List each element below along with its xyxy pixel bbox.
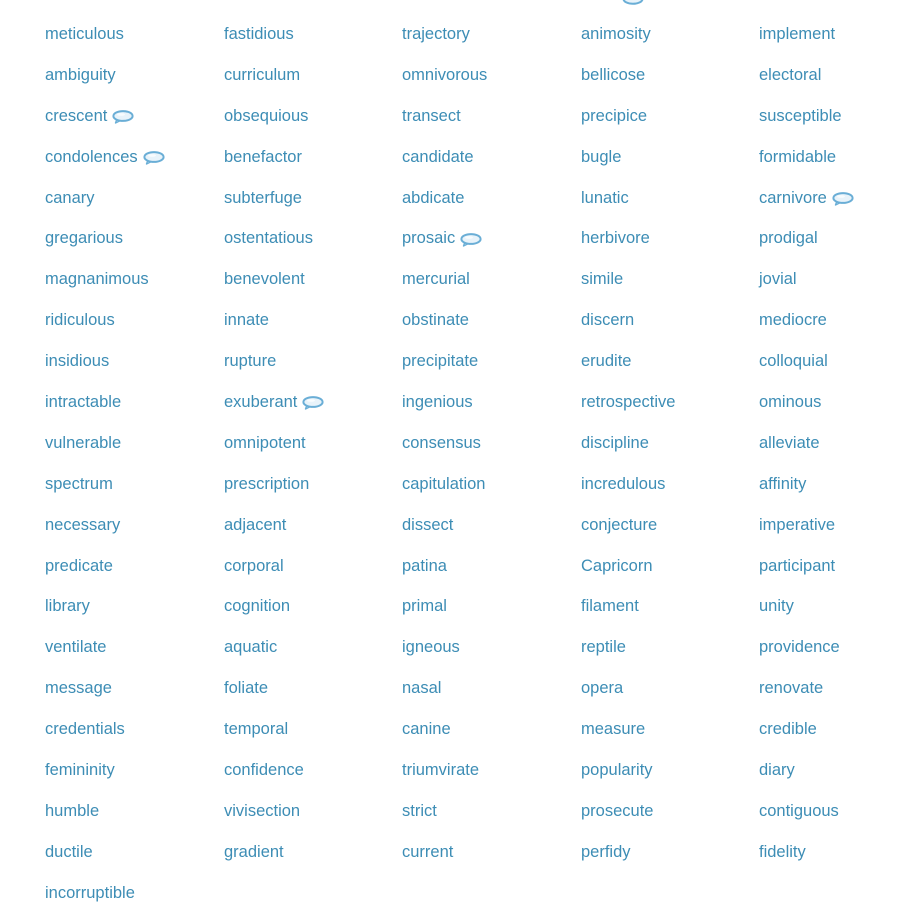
word-label: electoral [759,65,822,84]
word-label: unity [759,597,794,616]
word-link-benevolent[interactable] [224,259,402,300]
word-label: predicate [45,556,113,575]
word-label: susceptible [759,106,842,125]
word-link-temporal[interactable] [224,709,402,750]
word-label: humble [45,801,100,820]
word-link-ventilate[interactable] [45,627,224,668]
word-label: erudite [581,352,632,371]
word-label: ductile [45,842,93,861]
word-label: nasal [402,679,442,698]
word-label: participant [759,556,836,575]
word-label: lunatic [581,188,629,207]
word-label: aquatic [224,638,278,657]
word-label: femininity [45,760,115,779]
word-link-incorruptible[interactable] [45,873,224,914]
word-link-bugle[interactable] [581,137,759,178]
word-label: message [45,679,112,698]
word-link-cognition[interactable] [224,586,402,627]
word-label: innate [224,311,269,330]
word-label: jovial [759,270,797,289]
word-link-intractable[interactable] [45,382,224,423]
word-link-alleviate[interactable] [759,423,909,464]
word-label: precipitate [402,352,479,371]
word-label: credible [759,720,817,739]
word-link-humble[interactable] [45,791,224,832]
word-label: vivisection [224,801,301,820]
word-label: gregarious [45,229,123,248]
word-label: crescent [45,106,108,125]
word-label: subterfuge [224,188,302,207]
word-label: trajectory [402,24,470,43]
word-label: triumvirate [402,760,480,779]
word-label: perfidy [581,842,631,861]
word-link-diary[interactable] [759,750,909,791]
speech-bubble-icon[interactable] [460,233,482,246]
word-link-filament[interactable] [581,586,759,627]
word-link-meticulous[interactable] [45,14,224,55]
word-label: patina [402,556,447,575]
word-link-popularity[interactable] [581,750,759,791]
word-link-ominous[interactable] [759,382,909,423]
word-label: incredulous [581,474,666,493]
word-link-necessary[interactable] [45,505,224,546]
word-label: primal [402,597,447,616]
word-label: popularity [581,760,653,779]
word-link-candidate[interactable] [402,137,581,178]
word-link-implement[interactable] [759,14,909,55]
word-label: incorruptible [45,883,135,902]
word-label: colloquial [759,352,828,371]
word-link-magnanimous[interactable] [45,259,224,300]
word-label: exuberant [224,392,298,411]
word-link-discern[interactable] [581,300,759,341]
word-label: confidence [224,760,304,779]
word-link-herbivore[interactable] [581,218,759,259]
word-label: cognition [224,597,291,616]
word-link-perfidy[interactable] [581,832,759,873]
word-link-unity[interactable] [759,586,909,627]
word-link-colloquial[interactable] [759,341,909,382]
word-link-gradient[interactable] [224,832,402,873]
word-label: ambiguity [45,65,116,84]
word-link-curriculum[interactable] [224,55,402,96]
word-link-precipitate[interactable] [402,341,581,382]
word-label: alleviate [759,433,820,452]
word-link-fastidious[interactable] [224,14,402,55]
speech-bubble-icon[interactable] [832,192,854,205]
word-label: ventilate [45,638,107,657]
word-link-carnivore[interactable] [759,178,909,219]
word-link-exuberant[interactable] [224,382,402,423]
word-link-capitulation[interactable] [402,464,581,505]
word-link-gregarious[interactable] [45,218,224,259]
word-link-obstinate[interactable] [402,300,581,341]
word-label: discipline [581,433,649,452]
word-link-transect[interactable] [402,96,581,137]
speech-bubble-icon[interactable] [112,110,134,123]
word-label: igneous [402,638,460,657]
word-label: prescription [224,474,310,493]
word-label: animosity [581,24,651,43]
word-label: formidable [759,147,837,166]
word-link-ingenious[interactable] [402,382,581,423]
word-link-ostentatious[interactable] [224,218,402,259]
word-link-benefactor[interactable] [224,137,402,178]
word-label: candidate [402,147,474,166]
word-label: transect [402,106,461,125]
word-label: canary [45,188,95,207]
word-label: conjecture [581,515,658,534]
word-link-crescent[interactable] [45,96,224,137]
word-link-obsequious[interactable] [224,96,402,137]
word-label: omnivorous [402,65,488,84]
word-link-contiguous[interactable] [759,791,909,832]
speech-bubble-icon[interactable] [143,151,165,164]
word-label: carnivore [759,188,827,207]
speech-bubble-icon [622,0,644,5]
word-label: vulnerable [45,433,122,452]
word-link-patina[interactable] [402,546,581,587]
word-label: magnanimous [45,270,149,289]
word-label: gradient [224,842,284,861]
word-label: retrospective [581,392,676,411]
word-link-spectrum[interactable] [45,464,224,505]
word-link-affinity[interactable] [759,464,909,505]
word-label: contiguous [759,801,839,820]
word-label: bugle [581,147,622,166]
word-label: necessary [45,515,121,534]
word-link-prodigal[interactable] [759,218,909,259]
word-label: implement [759,24,836,43]
word-link-condolences[interactable] [45,137,224,178]
word-label: reptile [581,638,626,657]
word-link-igneous[interactable] [402,627,581,668]
word-label: consensus [402,433,481,452]
word-link-imperative[interactable] [759,505,909,546]
word-label: meticulous [45,24,124,43]
word-label: temporal [224,720,289,739]
word-label: Capricorn [581,556,653,575]
word-label: precipice [581,106,648,125]
word-link-opera[interactable] [581,668,759,709]
word-label: benevolent [224,270,305,289]
word-link-vivisection[interactable] [224,791,402,832]
word-label: capitulation [402,474,486,493]
word-link-consensus[interactable] [402,423,581,464]
word-link-innate[interactable] [224,300,402,341]
word-link-simile[interactable] [581,259,759,300]
word-link-strict[interactable] [402,791,581,832]
word-link-vulnerable[interactable] [45,423,224,464]
word-label: measure [581,720,646,739]
word-link-prescription[interactable] [224,464,402,505]
word-link-trajectory[interactable] [402,14,581,55]
word-link-predicate[interactable] [45,546,224,587]
word-link-reptile[interactable] [581,627,759,668]
word-label: library [45,597,90,616]
word-link-insidious[interactable] [45,341,224,382]
word-link-triumvirate[interactable] [402,750,581,791]
word-link-susceptible[interactable] [759,96,909,137]
word-link-mercurial[interactable] [402,259,581,300]
word-label: ominous [759,392,822,411]
word-label: strict [402,801,437,820]
word-label: fidelity [759,842,806,861]
word-link-erudite[interactable] [581,341,759,382]
word-link-femininity[interactable] [45,750,224,791]
word-link-ductile[interactable] [45,832,224,873]
word-grid [45,14,909,914]
word-label: ingenious [402,392,473,411]
word-link-discipline[interactable] [581,423,759,464]
word-link-providence[interactable] [759,627,909,668]
word-link-precipice[interactable] [581,96,759,137]
word-link-capricorn[interactable] [581,546,759,587]
word-link-retrospective[interactable] [581,382,759,423]
word-link-adjacent[interactable] [224,505,402,546]
word-label: providence [759,638,840,657]
word-link-current[interactable] [402,832,581,873]
word-link-ambiguity[interactable] [45,55,224,96]
word-link-corporal[interactable] [224,546,402,587]
word-label: dissect [402,515,454,534]
word-link-electoral[interactable] [759,55,909,96]
word-link-subterfuge[interactable] [224,178,402,219]
word-label: intractable [45,392,122,411]
word-link-participant[interactable] [759,546,909,587]
word-link-canine[interactable] [402,709,581,750]
word-label: curriculum [224,65,301,84]
word-link-canary[interactable] [45,178,224,219]
word-link-jovial[interactable] [759,259,909,300]
word-label: simile [581,270,624,289]
word-link-lunatic[interactable] [581,178,759,219]
word-link-confidence[interactable] [224,750,402,791]
word-label: fastidious [224,24,294,43]
word-label: prosaic [402,229,456,248]
word-label: credentials [45,720,125,739]
word-label: prodigal [759,229,818,248]
word-label: spectrum [45,474,113,493]
word-label: filament [581,597,639,616]
word-link-foliate[interactable] [224,668,402,709]
word-link-mediocre[interactable] [759,300,909,341]
word-label: affinity [759,474,807,493]
word-link-aquatic[interactable] [224,627,402,668]
word-label: renovate [759,679,824,698]
word-link-omnipotent[interactable] [224,423,402,464]
word-link-library[interactable] [45,586,224,627]
word-label: adjacent [224,515,287,534]
word-link-nasal[interactable] [402,668,581,709]
word-label: rupture [224,352,277,371]
word-link-dissect[interactable] [402,505,581,546]
word-link-incredulous[interactable] [581,464,759,505]
word-link-prosaic[interactable] [402,218,581,259]
word-label: herbivore [581,229,650,248]
word-label: current [402,842,454,861]
word-link-bellicose[interactable] [581,55,759,96]
word-link-renovate[interactable] [759,668,909,709]
word-label: imperative [759,515,836,534]
word-label: obsequious [224,106,309,125]
word-label: ridiculous [45,311,115,330]
word-label: canine [402,720,451,739]
word-label: corporal [224,556,284,575]
word-link-fidelity[interactable] [759,832,909,873]
word-label: mediocre [759,311,827,330]
word-label: bellicose [581,65,646,84]
word-link-conjecture[interactable] [581,505,759,546]
speech-bubble-icon[interactable] [302,396,324,409]
word-link-credible[interactable] [759,709,909,750]
word-label: opera [581,679,624,698]
word-link-formidable[interactable] [759,137,909,178]
word-link-prosecute[interactable] [581,791,759,832]
word-label: discern [581,311,635,330]
word-label: ostentatious [224,229,313,248]
word-label: condolences [45,147,138,166]
word-link-message[interactable] [45,668,224,709]
word-link-ridiculous[interactable] [45,300,224,341]
word-label: benefactor [224,147,302,166]
word-link-primal[interactable] [402,586,581,627]
word-label: obstinate [402,311,469,330]
word-label: diary [759,760,795,779]
word-label: abdicate [402,188,465,207]
word-link-rupture[interactable] [224,341,402,382]
word-link-omnivorous[interactable] [402,55,581,96]
word-label: omnipotent [224,433,306,452]
word-link-measure[interactable] [581,709,759,750]
word-label: prosecute [581,801,654,820]
word-link-animosity[interactable] [581,14,759,55]
word-label: insidious [45,352,110,371]
word-label: foliate [224,679,269,698]
word-label: mercurial [402,270,470,289]
word-link-abdicate[interactable] [402,178,581,219]
word-link-credentials[interactable] [45,709,224,750]
